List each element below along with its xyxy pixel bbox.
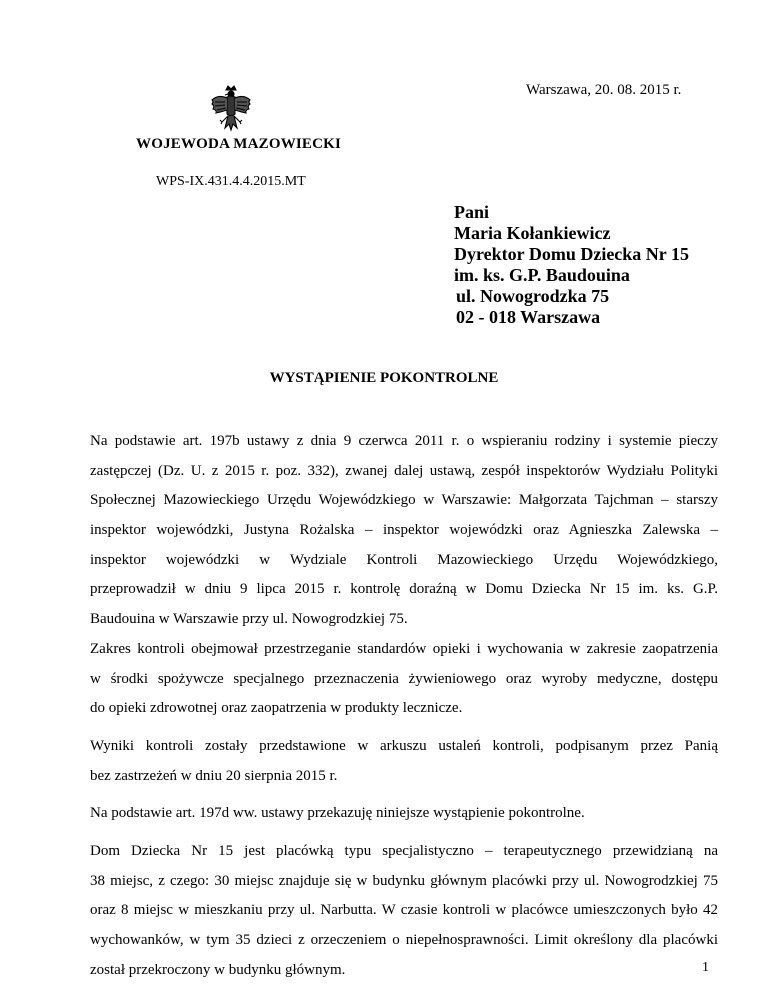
body-line: Na podstawie art. 197d ww. ustawy przekazuję niniejsze wystąpienie pokontrolne. [90,805,585,822]
body-line: przeprowadził w dniu 9 lipca 2015 r. kontrolę doraźną w Domu Dziecka Nr 15 im. ks. G.P. [90,581,718,598]
body-line: bez zastrzeżeń w dniu 20 sierpnia 2015 r. [90,767,338,784]
body-line: Na podstawie art. 197b ustawy z dnia 9 czerwca 2011 r. o wspieraniu rodziny i systemie pieczy [90,433,718,449]
body-line: Baudouina w Warszawie przy ul. Nowogrodzkiej 75. [90,611,408,628]
body-line: został przekroczony w budynku głównym. [90,961,346,978]
body-line: inspektor wojewódzki w Wydziale Kontroli Mazowieckiego Urzędu Wojewódzkiego, [90,551,718,568]
date-place: Warszawa, 20. 08. 2015 r. [526,82,682,98]
body-line: wychowanków, w tym 35 dzieci z orzeczeniem o niepełnosprawności. Limit określony dla placówki [90,932,718,948]
body-line: Zakres kontroli obejmował przestrzeganie standardów opieki i wychowania w zakresie zaopatrzenia [90,640,718,657]
reference-number: WPS-IX.431.4.4.2015.MT [156,174,306,189]
document-title: WYSTĄPIENIE POKONTROLNE [269,370,499,386]
organization-name: WOJEWODA MAZOWIECKI [136,136,342,152]
body-line: Wyniki kontroli zostały przedstawione w arkuszu ustaleń kontroli, podpisanym przez Panią [90,737,718,754]
body-line: oraz 8 miejsc w mieszkaniu przy ul. Narbutta. W czasie kontroli w placówce umieszczonych było 42 [90,902,718,919]
body-line: Dom Dziecka Nr 15 jest placówką typu specjalistyczno – terapeutycznego przewidzianą na [90,842,718,859]
addressee-line: ul. Nowogrodzka 75 [456,286,610,306]
addressee-line: im. ks. G.P. Baudouina [454,265,630,285]
body-line: zastępczej (Dz. U. z 2015 r. poz. 332), zwanej dalej ustawą, zespół inspektorów Wydziału Polityki [90,462,718,479]
addressee-line: 02 - 018 Warszawa [456,307,601,327]
body-line: w środki spożywcze specjalnego przeznaczenia żywieniowego oraz wyroby medyczne, dostępu [90,670,718,687]
body-line: 38 miejsc, z czego: 30 miejsc znajduje się w budynku głównym placówki przy ul. Nowogrodzkiej 75 [90,872,718,889]
body-line: inspektor wojewódzki, Justyna Rożalska – inspektor wojewódzki oraz Agnieszka Zalewska – [90,522,718,539]
addressee-line: Dyrektor Domu Dziecka Nr 15 [454,244,689,264]
addressee-block [454,202,689,328]
polish-eagle-emblem-icon [208,84,254,138]
page-number: 1 [702,960,709,975]
document-body [90,427,718,985]
addressee-line: Maria Kołankiewicz [454,223,611,243]
addressee-line: Pani [454,202,490,222]
body-line: do opieki zdrowotnej oraz zaopatrzenia w produkty lecznicze. [90,700,463,717]
body-line: Społecznej Mazowieckiego Urzędu Wojewódzkiego w Warszawie: Małgorzata Tajchman – starszy [90,492,718,509]
